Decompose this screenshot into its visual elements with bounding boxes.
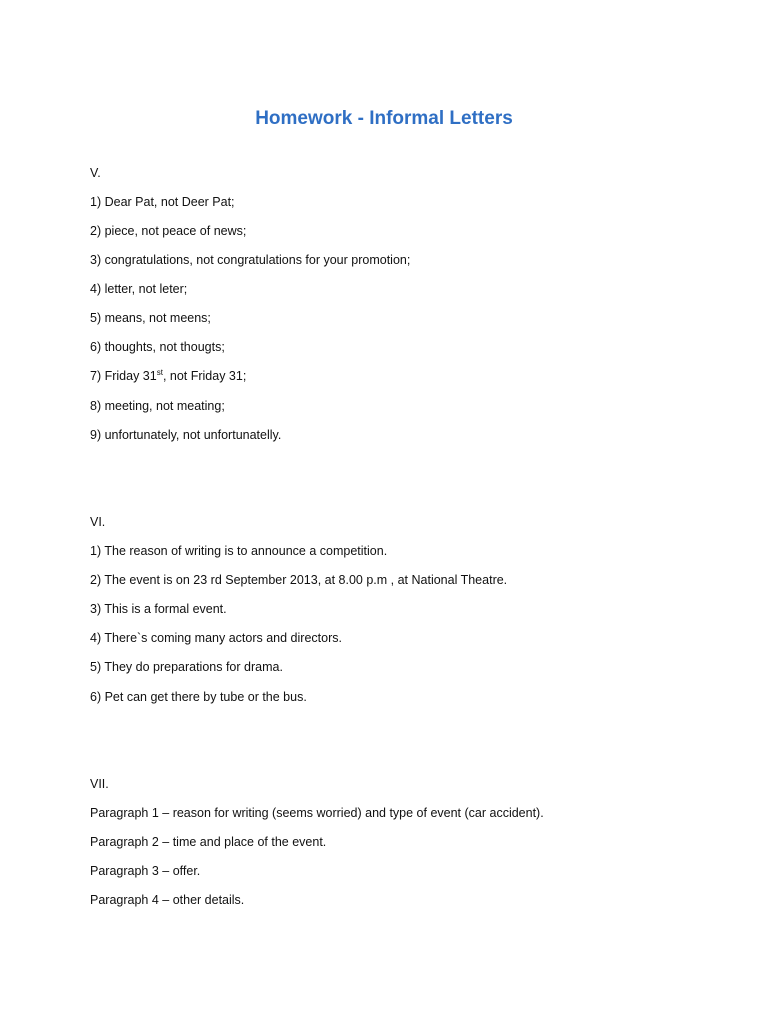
section-v-item-1: 1) Dear Pat, not Deer Pat; [90,195,235,209]
section-vii-item-1: Paragraph 1 – reason for writing (seems worried) and type of event (car accident). [90,806,544,820]
section-vi-item-4: 4) There`s coming many actors and directors. [90,631,342,645]
section-vi-heading: VI. [90,515,106,529]
section-vii-item-2: Paragraph 2 – time and place of the event. [90,835,327,849]
item-7-ordinal-suffix: st [156,367,163,377]
section-v-heading: V. [90,166,101,180]
section-vii-heading: VII. [90,777,109,791]
section-vii-item-3: Paragraph 3 – offer. [90,864,201,878]
document-title: Homework - Informal Letters [255,108,513,129]
section-vii-item-4: Paragraph 4 – other details. [90,893,245,907]
item-7-suffix: , not Friday 31; [162,369,247,383]
section-vi-item-5: 5) They do preparations for drama. [90,660,283,674]
section-vi-item-1: 1) The reason of writing is to announce a competition. [90,544,388,558]
section-vi-item-6: 6) Pet can get there by tube or the bus. [90,690,307,704]
section-v-item-3: 3) congratulations, not congratulations for your promotion; [90,253,411,267]
section-v-item-7 [90,368,246,384]
section-v-item-5: 5) means, not meens; [90,311,211,325]
section-vi-item-2: 2) The event is on 23 rd September 2013, at 8.00 p.m , at National Theatre. [90,573,508,587]
section-vi-item-3: 3) This is a formal event. [90,602,227,616]
section-v-item-9: 9) unfortunately, not unfortunatelly. [90,428,282,442]
section-v-item-8: 8) meeting, not meating; [90,399,225,413]
section-v-item-6: 6) thoughts, not thougts; [90,340,225,354]
item-7-prefix: 7) Friday 31 [90,369,157,383]
section-v-item-4: 4) letter, not leter; [90,282,188,296]
section-v-item-2: 2) piece, not peace of news; [90,224,247,238]
